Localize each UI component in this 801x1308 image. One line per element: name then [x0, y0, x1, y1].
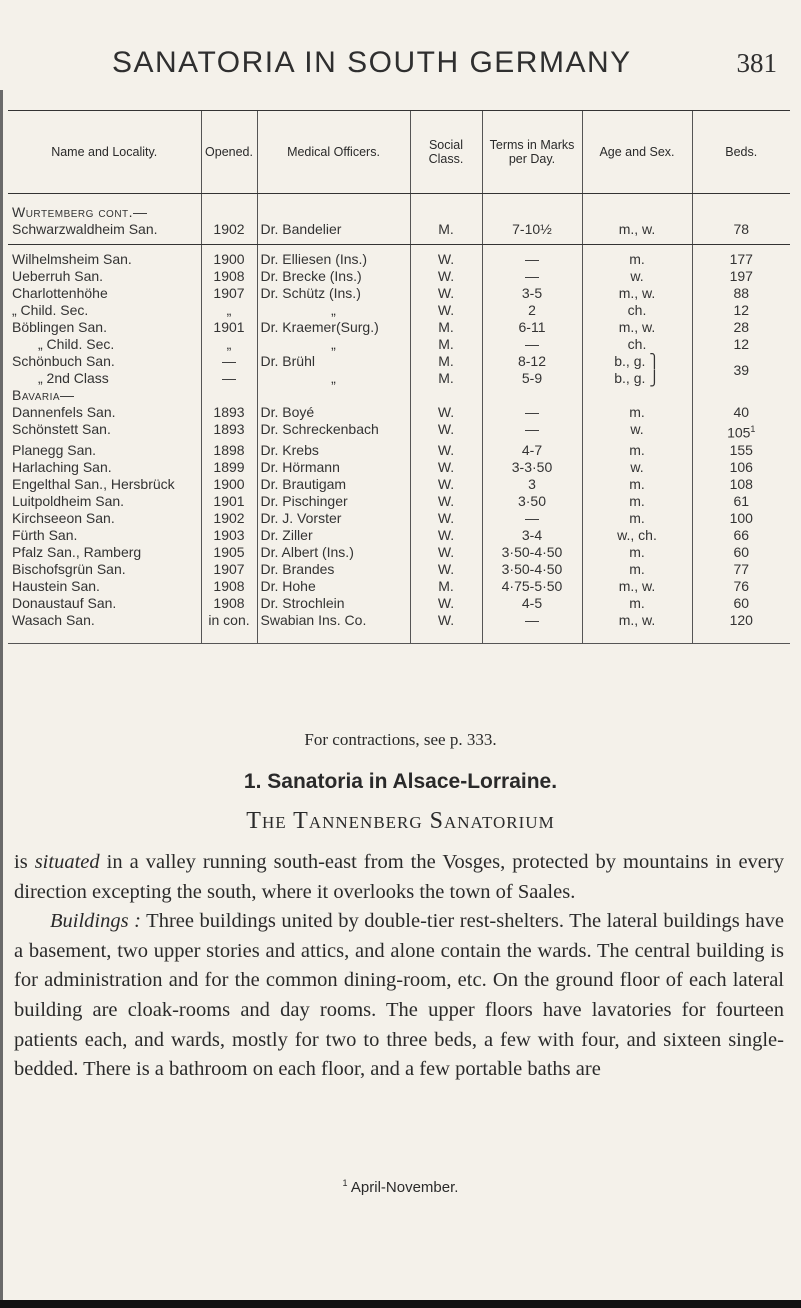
cell-opened: 1902	[201, 510, 257, 527]
cell-age-sex: m., w.	[582, 578, 692, 595]
cell-age-sex: w.	[582, 459, 692, 476]
cell-officer: Dr. Schütz (Ins.)	[257, 285, 410, 302]
cell-age-sex: ch.	[582, 336, 692, 353]
footnote-text: April-November.	[350, 1179, 459, 1196]
cell-age-sex: m.	[582, 544, 692, 561]
cell-age-sex: m.	[582, 510, 692, 527]
cell-terms: 8-12	[482, 353, 582, 370]
cell-beds: 100	[692, 510, 790, 527]
table-row	[8, 442, 790, 459]
cell-class: M.	[410, 578, 482, 595]
cell-name: „ 2nd Class	[38, 370, 109, 386]
cell-terms: —	[482, 404, 582, 421]
cell-name: Böblingen San.	[12, 319, 107, 335]
cell-beds: 108	[692, 476, 790, 493]
table-row	[8, 353, 790, 370]
table-row	[8, 370, 790, 387]
cell-age-sex: b., g. ⎫	[582, 353, 692, 370]
cell-age-sex: ch.	[582, 302, 692, 319]
cell-class: M.	[410, 353, 482, 370]
paragraph-situation	[14, 848, 784, 907]
cell-age-sex: m.	[582, 595, 692, 612]
table-header-row	[8, 111, 790, 194]
cell-officer: Dr. Brecke (Ins.)	[257, 268, 410, 285]
body-text	[14, 848, 784, 1085]
cell-beds: 60	[692, 544, 790, 561]
col-header-name: Name and Locality.	[8, 111, 201, 194]
sanatoria-table	[8, 110, 790, 644]
cell-opened: 1905	[201, 544, 257, 561]
col-header-medical-officers: Medical Officers.	[257, 111, 410, 194]
cell-beds: 60	[692, 595, 790, 612]
cell-opened: 1902	[201, 221, 257, 245]
sanatorium-subheading: The Tannenberg Sanatorium	[246, 808, 555, 834]
cell-name: Harlaching San.	[12, 458, 112, 475]
cell-class: M.	[410, 319, 482, 336]
running-head	[0, 38, 801, 88]
cell-terms: 2	[482, 302, 582, 319]
cell-class: W.	[410, 476, 482, 493]
table-row	[8, 221, 790, 245]
cell-class: M.	[410, 221, 482, 245]
cell-beds: 28	[692, 319, 790, 336]
table-row	[8, 302, 790, 319]
cell-age-sex: w.	[582, 421, 692, 442]
cell-age-sex: b., g. ⎭	[582, 370, 692, 387]
cell-officer: Dr. Pischinger	[257, 493, 410, 510]
cell-opened: 1901	[201, 319, 257, 336]
running-title: SANATORIA IN SOUTH GERMANY	[112, 46, 632, 79]
col-header-age-sex: Age and Sex.	[582, 111, 692, 194]
table-row	[8, 336, 790, 353]
cell-opened: 1900	[201, 245, 257, 269]
cell-name: Wilhelmsheim San.	[12, 251, 132, 267]
cell-class: W.	[410, 285, 482, 302]
p1-lead: is	[14, 851, 35, 873]
cell-beds	[692, 421, 790, 442]
cell-beds: 12	[692, 302, 790, 319]
cell-terms: 3·50-4·50	[482, 544, 582, 561]
col-header-opened: Opened.	[201, 111, 257, 194]
cell-terms: —	[482, 421, 582, 442]
table-row	[8, 404, 790, 421]
page-edge-left	[0, 90, 3, 1300]
table-row	[8, 561, 790, 578]
cell-class: W.	[410, 421, 482, 442]
cell-class: W.	[410, 544, 482, 561]
cell-beds-value: 105	[727, 424, 751, 441]
cell-terms: —	[482, 245, 582, 269]
cell-beds: 40	[692, 404, 790, 421]
cell-opened: 1901	[201, 493, 257, 510]
cell-opened: 1893	[201, 421, 257, 442]
p1-rest: in a valley running south-east from the Vosges, protected by mountains in every direction excepting the south, where it overlooks the town of Saales.	[14, 851, 784, 903]
cell-opened: 1900	[201, 476, 257, 493]
cell-name: Schönbuch San.	[12, 353, 115, 369]
table-row	[8, 612, 790, 644]
table-row	[8, 245, 790, 269]
paragraph-buildings	[14, 907, 784, 1085]
cell-terms: —	[482, 510, 582, 527]
cell-name: Luitpoldheim San.	[12, 492, 125, 509]
cell-opened: 1908	[201, 578, 257, 595]
p1-italic: situated	[34, 851, 100, 873]
sanatoria-table-wrap	[8, 110, 793, 644]
cell-opened: in con.	[201, 612, 257, 644]
cell-opened: 1903	[201, 527, 257, 544]
cell-opened: 1908	[201, 595, 257, 612]
cell-age-sex: m.	[582, 493, 692, 510]
cell-officer: Dr. Brautigam	[257, 476, 410, 493]
cell-terms: —	[482, 336, 582, 353]
cell-terms: 3-3·50	[482, 459, 582, 476]
table-row	[8, 285, 790, 302]
contractions-note: For contractions, see p. 333.	[304, 730, 497, 749]
cell-age-sex: m., w.	[582, 612, 692, 644]
page-edge-bottom	[0, 1300, 801, 1308]
p2-rest: Three buildings united by double-tier rest-shelters. The lateral buildings have a basement, two upper stories and attics, and alone contain the wards. The central building is for administration and for the common dining-room, etc. On the ground floor of each lateral building are cloak-rooms and day rooms. The upper floors have lavatories for fourteen patients each, and wards, mostly for two to three beds, a few with four, and sixteen single-bedded. There is a bathroom on each floor, and a few portable baths are	[14, 910, 784, 1081]
cell-name: Engelthal San., Hersbrück	[12, 475, 175, 492]
cell-beds: 88	[692, 285, 790, 302]
cell-age-sex-text: b., g.	[614, 370, 646, 386]
cell-terms: —	[482, 612, 582, 644]
cell-officer: Dr. Hörmann	[257, 459, 410, 476]
cell-age-sex-text: b., g.	[614, 353, 646, 369]
cell-age-sex: m., w.	[582, 319, 692, 336]
cell-officer: Dr. Krebs	[257, 442, 410, 459]
cell-officer: Dr. Brandes	[257, 561, 410, 578]
table-row	[8, 510, 790, 527]
cell-terms: 6-11	[482, 319, 582, 336]
cell-opened: 1898	[201, 442, 257, 459]
table-row	[8, 319, 790, 336]
section-row-bavaria	[8, 387, 790, 404]
cell-terms: 3	[482, 476, 582, 493]
cell-officer: Dr. Bandelier	[257, 221, 410, 245]
cell-beds: 12	[692, 336, 790, 353]
section-heading: 1. Sanatoria in Alsace-Lorraine.	[243, 770, 558, 793]
cell-officer: Dr. Strochlein	[257, 595, 410, 612]
footnote-ref: 1	[750, 424, 756, 434]
cell-age-sex: m.	[582, 404, 692, 421]
cell-terms: 3·50	[482, 493, 582, 510]
cell-name: Fürth San.	[12, 526, 78, 543]
cell-opened: 1907	[201, 561, 257, 578]
cell-opened: —	[201, 353, 257, 370]
cell-beds: 177	[692, 245, 790, 269]
cell-terms: 4-5	[482, 595, 582, 612]
cell-name: Wasach San.	[8, 612, 201, 644]
cell-officer: Dr. Boyé	[257, 404, 410, 421]
cell-class: W.	[410, 612, 482, 644]
cell-name: Schwarzwaldheim San.	[8, 221, 201, 245]
cell-name: „ Child. Sec.	[38, 336, 115, 352]
cell-opened: 1893	[201, 404, 257, 421]
cell-officer: Dr. Brühl	[257, 353, 410, 370]
cell-class: W.	[410, 404, 482, 421]
cell-age-sex: m., w.	[582, 285, 692, 302]
cell-beds: 61	[692, 493, 790, 510]
table-row	[8, 476, 790, 493]
cell-officer: Dr. Albert (Ins.)	[257, 544, 410, 561]
cell-officer: „	[257, 336, 410, 353]
cell-opened: 1899	[201, 459, 257, 476]
cell-opened: 1908	[201, 268, 257, 285]
section-label: Wurtemberg cont.—	[12, 204, 148, 220]
page-number: 381	[736, 48, 777, 78]
cell-beds: 66	[692, 527, 790, 544]
cell-name: Planegg San.	[12, 441, 97, 458]
cell-age-sex: m., w.	[582, 221, 692, 245]
cell-beds: 78	[692, 221, 790, 245]
cell-officer: Dr. Elliesen (Ins.)	[257, 245, 410, 269]
cell-class: W.	[410, 302, 482, 319]
cell-officer: Dr. Kraemer(Surg.)	[257, 319, 410, 336]
cell-class: W.	[410, 561, 482, 578]
cell-terms: —	[482, 268, 582, 285]
cell-terms: 4-7	[482, 442, 582, 459]
table-row	[8, 544, 790, 561]
cell-opened: „	[201, 302, 257, 319]
col-header-social-class: Social Class.	[410, 111, 482, 194]
cell-age-sex: m.	[582, 561, 692, 578]
cell-class: M.	[410, 370, 482, 387]
footnote-mark: 1	[342, 1178, 348, 1188]
cell-beds: 120	[692, 612, 790, 644]
cell-class: W.	[410, 459, 482, 476]
table-row	[8, 459, 790, 476]
cell-class: W.	[410, 510, 482, 527]
cell-name: Donaustauf San.	[12, 594, 117, 611]
cell-class: W.	[410, 595, 482, 612]
table-row	[8, 578, 790, 595]
cell-name: Kirchseeon San.	[12, 509, 115, 526]
cell-beds: 76	[692, 578, 790, 595]
cell-opened: 1907	[201, 285, 257, 302]
cell-terms: 4·75-5·50	[482, 578, 582, 595]
cell-age-sex: m.	[582, 245, 692, 269]
table-row	[8, 421, 790, 442]
cell-terms: 3·50-4·50	[482, 561, 582, 578]
cell-class: W.	[410, 245, 482, 269]
cell-age-sex: m.	[582, 442, 692, 459]
table-row	[8, 595, 790, 612]
cell-beds: 77	[692, 561, 790, 578]
cell-name: Haustein San.	[12, 577, 100, 594]
cell-name: Dannenfels San.	[12, 404, 116, 420]
table-row	[8, 268, 790, 285]
cell-class: W.	[410, 493, 482, 510]
cell-officer: Dr. Ziller	[257, 527, 410, 544]
cell-name: „ Child. Sec.	[12, 302, 89, 318]
cell-name: Pfalz San., Ramberg	[12, 543, 142, 560]
cell-beds: 155	[692, 442, 790, 459]
cell-age-sex: w.	[582, 268, 692, 285]
cell-terms: 7-10½	[482, 221, 582, 245]
cell-name: Ueberruh San.	[12, 268, 104, 284]
cell-opened: „	[201, 336, 257, 353]
cell-name: Schönstett San.	[12, 421, 111, 437]
cell-class: W.	[410, 268, 482, 285]
col-header-terms: Terms in Marks per Day.	[482, 111, 582, 194]
cell-class: W.	[410, 527, 482, 544]
cell-class: M.	[410, 336, 482, 353]
section-label: Bavaria—	[12, 387, 75, 403]
cell-beds: 39	[692, 353, 790, 387]
cell-name: Charlottenhöhe	[12, 285, 108, 301]
cell-age-sex: m.	[582, 476, 692, 493]
cell-officer: Dr. Schreckenbach	[257, 421, 410, 442]
p2-italic: Buildings :	[50, 910, 141, 933]
cell-officer: „	[257, 302, 410, 319]
cell-class: W.	[410, 442, 482, 459]
cell-age-sex: w., ch.	[582, 527, 692, 544]
section-row-wurtemberg	[8, 194, 790, 222]
cell-terms: 3-4	[482, 527, 582, 544]
cell-terms: 5-9	[482, 370, 582, 387]
cell-beds: 197	[692, 268, 790, 285]
table-row	[8, 493, 790, 510]
cell-opened: —	[201, 370, 257, 387]
cell-officer: Swabian Ins. Co.	[257, 612, 410, 644]
cell-officer: „	[257, 370, 410, 387]
cell-officer: Dr. J. Vorster	[257, 510, 410, 527]
cell-beds: 106	[692, 459, 790, 476]
cell-officer: Dr. Hohe	[257, 578, 410, 595]
col-header-beds: Beds.	[692, 111, 790, 194]
cell-name: Bischofsgrün San.	[12, 560, 126, 577]
table-row	[8, 527, 790, 544]
cell-terms: 3-5	[482, 285, 582, 302]
footnote	[0, 1178, 801, 1196]
